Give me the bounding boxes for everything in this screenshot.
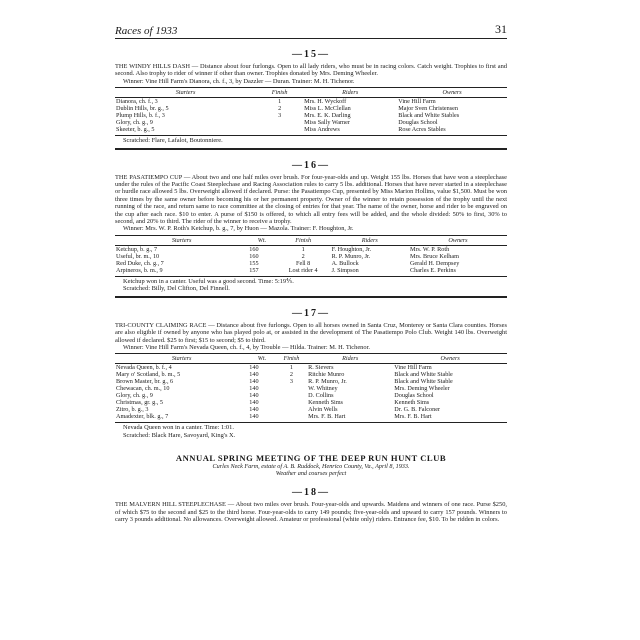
finish [276,413,307,420]
column-header: Owners [409,235,507,245]
owner: Charles E. Perkins [409,266,456,274]
meeting-title: ANNUAL SPRING MEETING OF THE DEEP RUN HUNT CLUB [175,453,447,464]
race-number-15: —15— [292,49,330,60]
table-row [115,371,507,378]
owner: Mrs. Deming Wheeler [394,385,450,393]
race-17-results-table [115,353,507,420]
starter: Dianora, ch. f., 3 [116,98,158,106]
column-header: Finish [276,354,307,364]
page-number: 31 [495,22,507,36]
weight: 140 [249,392,259,400]
race-17-summary: Nevada Queen won in a canter. Time: 1:01. [115,422,507,431]
weight: 140 [249,385,259,393]
column-header: Starters [115,354,248,364]
column-header: Riders [303,88,397,98]
finish [256,119,303,126]
race-16-results-table [115,235,507,274]
table-row [115,260,507,267]
owner: Kenneth Sims [394,399,430,407]
owner: Black and White Stables [398,112,460,120]
race-17-description: TRI-COUNTY CLAIMING RACE — Distance about five furlongs. Open to all horses owned in Santa Cruz, Monterey or Santa Clara counties. Horses are also eligible if owned by anyone who has played polo at, or assisted in the development of The Pasatiempo Polo Club. Weight 140 lbs. Overweight allowed if declared. $25 to first; $15 to second; $5 to third. [115,321,507,344]
weight: 140 [249,378,259,386]
table-row [115,105,507,112]
table-row [115,126,507,133]
finish: 1 [301,245,305,253]
meeting-subtitle: Curles Neck Farm, estate of A. B. Ruddock, Henrico County, Va., April 8, 1933. [212,463,410,471]
starter: Zitro, b. g., 3 [116,406,149,414]
finish [276,399,307,406]
race-17-winner: Winner: Vine Hill Farm's Nevada Queen, ch. f., 4, by Trouble — Hilda. Trainer: M. H. Tichenor. [123,343,370,351]
rider: J. Simpson [331,266,359,274]
document-page [115,22,507,640]
finish: 1 [278,98,282,106]
rider: W. Whitney [308,385,338,393]
owner: Mrs. F. B. Hart [394,413,432,421]
meeting-weather: Weather and courses perfect [275,470,347,478]
starter: Ketchup, b. g., 7 [116,245,158,253]
starter: Red Duke, ch. g., 7 [116,259,164,267]
finish: 2 [278,105,282,113]
race-16-winner: Winner: Mrs. W. P. Roth's Ketchup, b. g., 7, by Huon — Mazola. Trainer: F. Houghton, Jr. [123,225,354,233]
weight: 140 [249,413,259,421]
starter: Nevada Queen, b. f., 4 [116,364,172,372]
rider: R. P. Munro, Jr. [308,378,347,386]
column-header: Finish [256,88,303,98]
race-16-summary: Ketchup won in a canter. Useful was a good second. Time: 5:19⅘. [115,276,507,285]
column-header: Wt. [248,235,275,245]
race-17-scratched: Scratched: Black Hare, Savoyard, King's X. [123,431,236,439]
weight: 160 [249,245,259,253]
column-header: Starters [115,88,256,98]
rider: R. Sievers [308,364,334,372]
starter: Glory, ch. g., 9 [116,119,153,127]
finish [256,126,303,133]
race-18-description: THE MALVERN HILL STEEPLECHASE — About two miles over brush. Four-year-olds and upwards. Maidens and winners of one race. Purse $250, of which $75 to the second and $25 to the third horse. Four-year-olds to carry 149 pounds; five-year-olds and upward to carry 157 pounds. Winners to carry 3 pounds additional. No allowances. Overweight allowed. Amateur or professional (white only) riders. Entrance fee, $10. To be ridden in colors. [115,501,507,523]
column-header: Owners [397,88,507,98]
table-row [115,406,507,413]
table-row [115,253,507,260]
rider: Mrs. H. Wyckoff [304,98,347,106]
owner: Douglas School [398,119,438,127]
race-15-scratched: Scratched: Flare, Lafalot, Boutonniere. [115,135,507,144]
owner: Mrs. W. P. Roth [409,245,450,253]
table-row [115,112,507,119]
rider: Mrs. E. K. Darling [304,112,351,120]
weight: 155 [249,259,259,267]
starter: Arpineros, b. m., 9 [116,266,163,274]
column-header: Riders [307,354,393,364]
owner: Douglas School [394,392,434,400]
starter: Chewacan, ch. m., 10 [116,385,170,393]
table-row [115,267,507,274]
table-row [115,413,507,420]
divider [115,148,507,150]
finish: 3 [278,112,282,120]
weight: 140 [249,364,259,372]
weight: 160 [249,252,259,260]
weight: 140 [249,406,259,414]
column-header: Riders [331,235,409,245]
weight: 140 [249,399,259,407]
owner: Gerald H. Dempsey [409,259,460,267]
starter: Christmas, gr. g., 5 [116,399,163,407]
starter: Dublin Hills, br. g., 5 [116,105,169,113]
table-row [115,399,507,406]
owner: Vine Hill Farm [398,98,436,106]
owner: Major Sven Christensen [398,105,459,113]
weight: 157 [249,266,259,274]
table-row [115,378,507,385]
divider [115,296,507,298]
starter: Plump Hills, b. f., 3 [116,112,165,120]
race-16-scratched: Scratched: Billy, Del Clifton, Del Finnell. [123,285,230,293]
finish [276,385,307,392]
finish: 2 [301,252,305,260]
owner: Vine Hill Farm [394,364,432,372]
rider: R. P. Munro, Jr. [331,252,371,260]
running-head [115,22,507,39]
owner: Mrs. Bruce Kelham [409,252,459,260]
race-number-18: —18— [292,487,330,499]
starter: Glory, ch. g., 9 [116,392,153,400]
owner: Black and White Stable [394,378,453,386]
table-row [115,385,507,392]
race-16-description: THE PASATIEMPO CUP — About two and one half miles over brush. For four-year-olds and up. Weight 155 lbs. Horses that have won a steeplechase under the rules of the Pacific Coast Steeplechase and Racing Association rules to carry 5 lbs. additional. Horses that have never started in a steeplechase or hurdle race allowed 5 lbs. Overweight allowed if declared. Purse: the Pasatiempo Cup, presented by Miss Marion Hollins, value $1,500. Must be won three times by the same owner before becoming his or her permanent property. Owner of the winner to retain possession of the trophy until the next running of the race, and return same to race committee at the closing of entries for that year. The name of the owner, horse and rider to be engraved on the cup after each race. $10 to enter. A purse of $150 is offered, to which all entry fees will be added, and the whole divided: 50% to first, 30% to second, and 20% to third. The rider of the winner to receive a trophy. [115,173,507,226]
rider: Alvin Wells [308,406,338,414]
table-row [115,98,507,106]
finish: 2 [289,371,293,379]
finish: Lost rider 4 [288,266,318,274]
race-15-winner: Winner: Vine Hill Farm's Dianora, ch. f., 3, by Dazzler — Duran. Trainer: M. H. Tichenor. [123,77,355,85]
finish: Fell 8 [296,259,311,267]
column-header: Finish [276,235,331,245]
column-header: Wt. [248,354,275,364]
column-header: Owners [393,354,507,364]
rider: D. Collins [308,392,334,400]
finish: 3 [289,378,293,386]
table-row [115,119,507,126]
weight: 140 [249,371,259,379]
rider: Kenneth Sims [308,399,343,407]
starter: Skeeter, b. g., 5 [116,126,155,134]
owner: Rose Acres Stables [398,126,446,134]
rider: Miss Andrews [304,126,340,134]
finish [276,392,307,399]
table-row [115,364,507,372]
column-header: Starters [115,235,248,245]
race-number-17: —17— [292,307,330,319]
starter: Amadexter, blk. g., 7 [116,413,169,421]
starter: Brown Master, br. g., 6 [116,378,174,386]
table-row [115,245,507,253]
page-header-title: Races of 1933 [115,25,178,37]
starter: Useful, br. m., 10 [116,252,160,260]
owner: Black and White Stable [394,371,453,379]
rider: Mrs. F. B. Hart [308,413,346,421]
rider: Miss L. McClellan [304,105,351,113]
finish [276,406,307,413]
rider: Miss Sally Warner [304,119,350,127]
rider: A. Bullock [331,259,359,267]
race-15-description: THE WINDY HILLS DASH — Distance about four furlongs. Open to all lady riders, who must be in racing colors. Catch weight. Trophies to first and second. Also trophy to rider of winner if other than owner. Trophies donated by Mrs. Deming Wheeler. [115,63,507,78]
table-row [115,392,507,399]
owner: Dr. G. B. Falconer [394,406,441,414]
starter: Mary o' Scotland, b. m., 5 [116,371,181,379]
rider: Ritchie Munro [308,371,345,379]
race-number-16: —16— [292,159,330,171]
finish: 1 [289,364,293,372]
race-15-results-table [115,87,507,133]
rider: F. Houghton, Jr. [331,245,372,253]
